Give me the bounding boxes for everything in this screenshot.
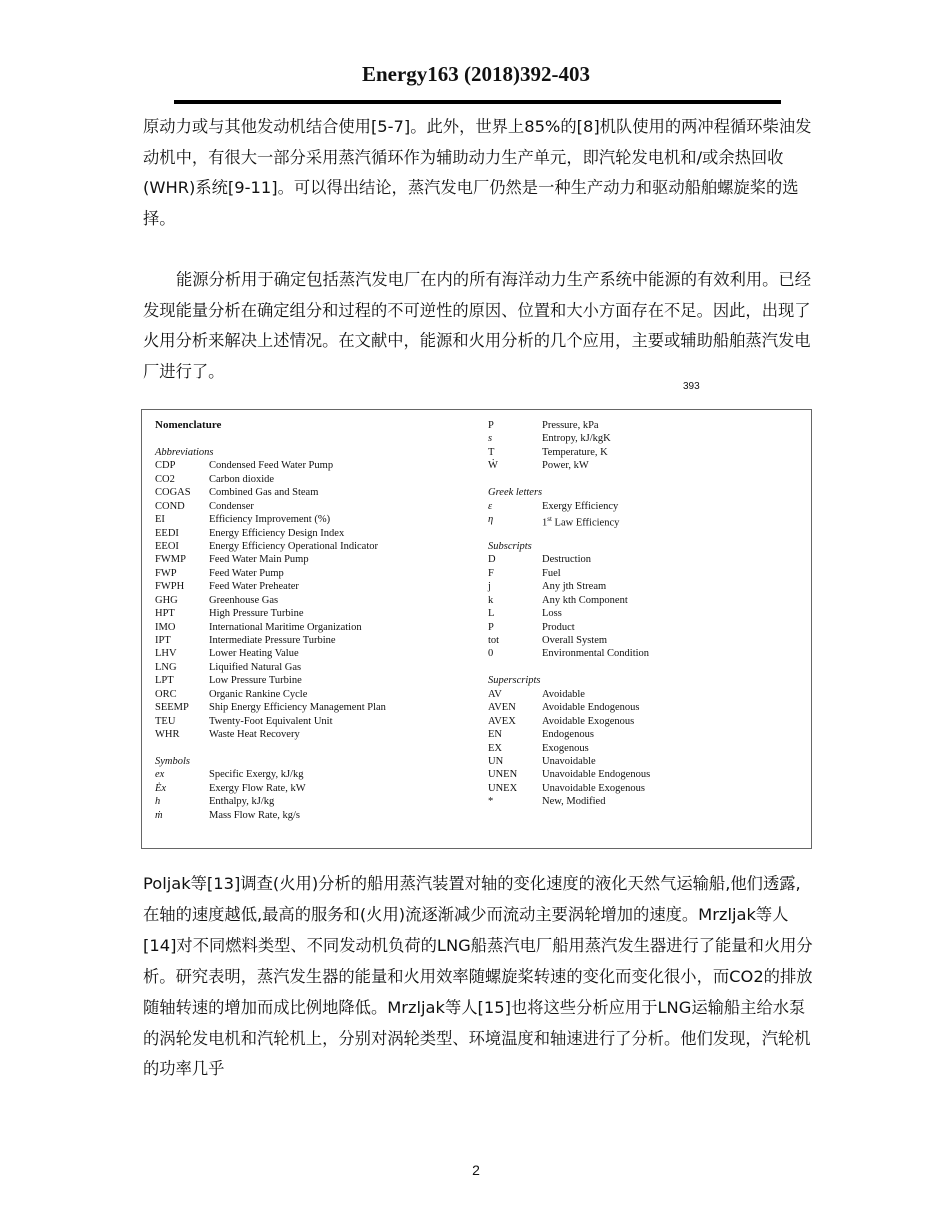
nomenclature-term: η: [488, 514, 494, 526]
nomenclature-term: AVEX: [488, 715, 516, 727]
nomenclature-definition: Twenty-Foot Equivalent Unit: [209, 715, 333, 727]
nomenclature-row: [488, 419, 788, 432]
nomenclature-row: [488, 500, 788, 513]
nomenclature-row: [488, 621, 788, 634]
nomenclature-term: FWP: [155, 567, 177, 579]
nomenclature-term: EN: [488, 729, 502, 741]
nomenclature-term: FWMP: [155, 554, 186, 566]
nomenclature-row: [155, 621, 475, 634]
nomenclature-term: tot: [488, 635, 500, 646]
nomenclature-definition: High Pressure Turbine: [209, 608, 304, 620]
nomenclature-definition: Exergy Flow Rate, kW: [209, 782, 306, 794]
greek-letters-list: [488, 500, 788, 527]
nomenclature-definition: Condenser: [209, 500, 254, 512]
nomenclature-definition: Feed Water Pump: [209, 567, 284, 579]
nomenclature-term: UNEX: [488, 782, 518, 794]
nomenclature-row: [155, 594, 475, 607]
nomenclature-term: L: [488, 608, 495, 620]
nomenclature-definition: Greenhouse Gas: [209, 594, 279, 606]
nomenclature-definition: Lower Heating Value: [209, 648, 299, 660]
nomenclature-row: [488, 755, 788, 768]
nomenclature-term: D: [488, 554, 496, 566]
nomenclature-definition: New, Modified: [542, 796, 606, 808]
nomenclature-definition: Low Pressure Turbine: [209, 675, 302, 687]
nomenclature-term: Ėx: [155, 782, 167, 794]
nomenclature-term: Ẇ: [488, 460, 498, 472]
definition-ordinal-suffix: st: [547, 515, 552, 524]
nomenclature-definition: Destruction: [542, 554, 591, 566]
nomenclature-row: [155, 768, 475, 781]
nomenclature-term: CO2: [155, 473, 175, 485]
nomenclature-row: [155, 540, 475, 553]
nomenclature-row: [155, 782, 475, 795]
nomenclature-row: [155, 795, 475, 808]
paragraph-1: 原动力或与其他发动机结合使用[5-7]。此外，世界上85%的[8]机队使用的两冲程循环柴油发动机中，有很大一部分采用蒸汽循环作为辅助动力生产单元，即汽轮发电机和/或余热回收(WHR)系统[9-11]。可以得出结论，蒸汽发电厂仍然是一种生产动力和驱动船舶螺旋桨的选择。: [143, 117, 812, 228]
nomenclature-definition: Specific Exergy, kJ/kg: [209, 769, 304, 781]
nomenclature-row: [488, 513, 788, 529]
nomenclature-row: [488, 446, 788, 459]
nomenclature-row: [488, 795, 788, 808]
nomenclature-term: ORC: [155, 688, 177, 700]
nomenclature-definition: Product: [542, 621, 575, 633]
nomenclature-row: [155, 473, 475, 486]
nomenclature-definition: Exergy Efficiency: [542, 500, 619, 512]
nomenclature-term: LNG: [155, 661, 177, 673]
nomenclature-definition: Avoidable Exogenous: [542, 715, 635, 727]
running-header: Energy163 (2018)392-403: [361, 62, 591, 86]
nomenclature-row: [155, 715, 475, 728]
nomenclature-term: CDP: [155, 460, 176, 472]
nomenclature-definition: Environmental Condition: [542, 648, 650, 660]
nomenclature-box: [141, 409, 812, 849]
nomenclature-row: [155, 647, 475, 660]
nomenclature-row: [488, 634, 788, 647]
definition-text: Law Efficiency: [551, 517, 620, 529]
definition-ordinal: 1: [542, 517, 548, 529]
nomenclature-term: GHG: [155, 594, 178, 606]
nomenclature-term: F: [488, 567, 494, 579]
nomenclature-row: [155, 701, 475, 714]
paragraph-2: 能源分析用于确定包括蒸汽发电厂在内的所有海洋动力生产系统中能源的有效利用。已经发现能量分析在确定组分和过程的不可逆性的原因、位置和大小方面存在不足。因此，出现了火用分析来解决上述情况。在文献中，能源和火用分析的几个应用，主要或辅助船舶蒸汽发电厂进行了。: [143, 270, 811, 381]
nomenclature-term: 0: [488, 648, 494, 660]
subscripts-list: [488, 553, 788, 661]
nomenclature-definition: Feed Water Main Pump: [209, 554, 309, 566]
nomenclature-term: *: [488, 796, 494, 808]
nomenclature-term: TEU: [155, 715, 176, 727]
nomenclature-definition: Energy Efficiency Design Index: [209, 527, 345, 539]
nomenclature-term: j: [488, 581, 491, 593]
superscripts-heading: Superscripts: [488, 675, 541, 687]
nomenclature-definition: Endogenous: [542, 729, 594, 741]
nomenclature-row: [155, 674, 475, 687]
nomenclature-term: EX: [488, 742, 502, 754]
nomenclature-title: Nomenclature: [155, 419, 222, 431]
nomenclature-row: [155, 580, 475, 593]
nomenclature-row: [155, 527, 475, 540]
nomenclature-row: [155, 500, 475, 513]
nomenclature-term: ex: [155, 769, 165, 781]
nomenclature-definition: Carbon dioxide: [209, 473, 275, 485]
nomenclature-definition: Exogenous: [542, 742, 589, 754]
nomenclature-term: ṁ: [155, 809, 163, 821]
nomenclature-definition: Combined Gas and Steam: [209, 487, 319, 499]
nomenclature-row: [488, 768, 788, 781]
nomenclature-term: AVEN: [488, 702, 516, 714]
nomenclature-definition: Avoidable Endogenous: [542, 702, 640, 714]
nomenclature-definition: Any jth Stream: [542, 581, 607, 593]
superscripts-list: [488, 688, 788, 809]
nomenclature-definition: Any kth Component: [542, 594, 628, 606]
nomenclature-row: [155, 486, 475, 499]
nomenclature-row: [488, 459, 788, 472]
nomenclature-row: [488, 782, 788, 795]
nomenclature-row: [488, 742, 788, 755]
nomenclature-term: HPT: [155, 608, 175, 620]
nomenclature-row: [488, 594, 788, 607]
nomenclature-row: [488, 728, 788, 741]
nomenclature-row: [155, 688, 475, 701]
source-page-number: 393: [683, 381, 700, 392]
nomenclature-definition: [542, 513, 620, 529]
nomenclature-right-column: [488, 419, 788, 809]
nomenclature-row: [155, 459, 475, 472]
nomenclature-term: h: [155, 796, 161, 808]
nomenclature-left-column: [155, 419, 475, 822]
nomenclature-term: WHR: [155, 729, 180, 741]
nomenclature-definition: Avoidable: [542, 688, 585, 700]
nomenclature-definition: Waste Heat Recovery: [209, 729, 300, 741]
nomenclature-term: EI: [155, 514, 165, 526]
nomenclature-row: [155, 513, 475, 526]
nomenclature-term: COND: [155, 500, 185, 512]
nomenclature-definition: Enthalpy, kJ/kg: [209, 796, 275, 808]
nomenclature-definition: Loss: [542, 608, 562, 620]
nomenclature-row: [488, 715, 788, 728]
greek-letters-heading: Greek letters: [488, 487, 543, 499]
nomenclature-row: [488, 567, 788, 580]
nomenclature-term: EEOI: [155, 540, 179, 552]
nomenclature-definition: Pressure, kPa: [542, 420, 599, 431]
nomenclature-definition: Unavoidable Endogenous: [542, 769, 651, 781]
nomenclature-row: [488, 688, 788, 701]
nomenclature-term: ε: [488, 500, 493, 512]
nomenclature-term: s: [488, 433, 493, 445]
nomenclature-row: [488, 607, 788, 620]
subscripts-heading: Subscripts: [488, 540, 532, 552]
nomenclature-definition: Entropy, kJ/kgK: [542, 433, 611, 445]
nomenclature-term: IMO: [155, 621, 176, 633]
nomenclature-definition: Unavoidable Exogenous: [542, 782, 645, 794]
nomenclature-term: LHV: [155, 648, 177, 660]
nomenclature-definition: Condensed Feed Water Pump: [209, 460, 334, 472]
symbols-heading: Symbols: [155, 755, 190, 767]
nomenclature-row: [488, 580, 788, 593]
nomenclature-term: P: [488, 420, 494, 431]
nomenclature-definition: Feed Water Preheater: [209, 581, 299, 593]
nomenclature-term: IPT: [155, 635, 171, 646]
nomenclature-term: LPT: [155, 675, 174, 687]
nomenclature-definition: Liquified Natural Gas: [209, 661, 302, 673]
nomenclature-definition: Efficiency Improvement (%): [209, 514, 331, 526]
nomenclature-row: [488, 553, 788, 566]
nomenclature-definition: Overall System: [542, 635, 608, 646]
nomenclature-term: P: [488, 621, 494, 633]
nomenclature-term: UNEN: [488, 769, 518, 781]
nomenclature-definition: Mass Flow Rate, kg/s: [209, 809, 301, 821]
nomenclature-definition: Fuel: [542, 567, 561, 579]
nomenclature-row: [155, 661, 475, 674]
nomenclature-definition: Energy Efficiency Operational Indicator: [209, 540, 378, 552]
nomenclature-definition: Power, kW: [542, 460, 589, 472]
abbreviations-heading: Abbreviations: [155, 446, 214, 458]
nomenclature-definition: Temperature, K: [542, 446, 608, 458]
nomenclature-term: FWPH: [155, 581, 185, 593]
symbols-list: [155, 768, 475, 822]
paragraph-3: Poljak等[13]调查(火用)分析的船用蒸汽装置对轴的变化速度的液化天然气运输船,他们透露,在轴的速度越低,最高的服务和(火用)流逐渐减少而流动主要涡轮增加的速度。Mrzljak等人[14]对不同燃料类型、不同发动机负荷的LNG船蒸汽电厂船用蒸汽发生器进行了能量和火用分析。研究表明，蒸汽发生器的能量和火用效率随螺旋桨转速的变化而变化很小，而CO2的排放随轴转速的增加而成比例地降低。Mrzljak等人[15]也将这些分析应用于LNG运输船主给水泵的涡轮发电机和汽轮机上，分别对涡轮类型、环境温度和轴速进行了分析。他们发现，汽轮机的功率几乎: [143, 874, 813, 1079]
nomenclature-term: k: [488, 594, 494, 606]
nomenclature-definition: Ship Energy Efficiency Management Plan: [209, 702, 386, 714]
nomenclature-row: [155, 553, 475, 566]
nomenclature-definition: International Maritime Organization: [209, 621, 362, 633]
nomenclature-definition: Intermediate Pressure Turbine: [209, 635, 336, 646]
nomenclature-term: T: [488, 446, 495, 458]
nomenclature-row: [155, 567, 475, 580]
nomenclature-definition: Organic Rankine Cycle: [209, 688, 308, 700]
nomenclature-term: COGAS: [155, 487, 191, 499]
nomenclature-definition: Unavoidable: [542, 755, 596, 767]
nomenclature-row: [155, 728, 475, 741]
symbols-continued-list: [488, 419, 788, 473]
nomenclature-term: UN: [488, 755, 504, 767]
nomenclature-term: EEDI: [155, 527, 179, 539]
nomenclature-row: [155, 607, 475, 620]
header-rule: [174, 100, 781, 104]
nomenclature-term: SEEMP: [155, 702, 189, 714]
abbreviations-list: [155, 459, 475, 741]
nomenclature-row: [488, 432, 788, 445]
nomenclature-row: [155, 809, 475, 822]
page-number: 2: [472, 1162, 480, 1178]
nomenclature-row: [155, 634, 475, 647]
nomenclature-row: [488, 701, 788, 714]
nomenclature-row: [488, 647, 788, 660]
nomenclature-term: AV: [488, 688, 502, 700]
